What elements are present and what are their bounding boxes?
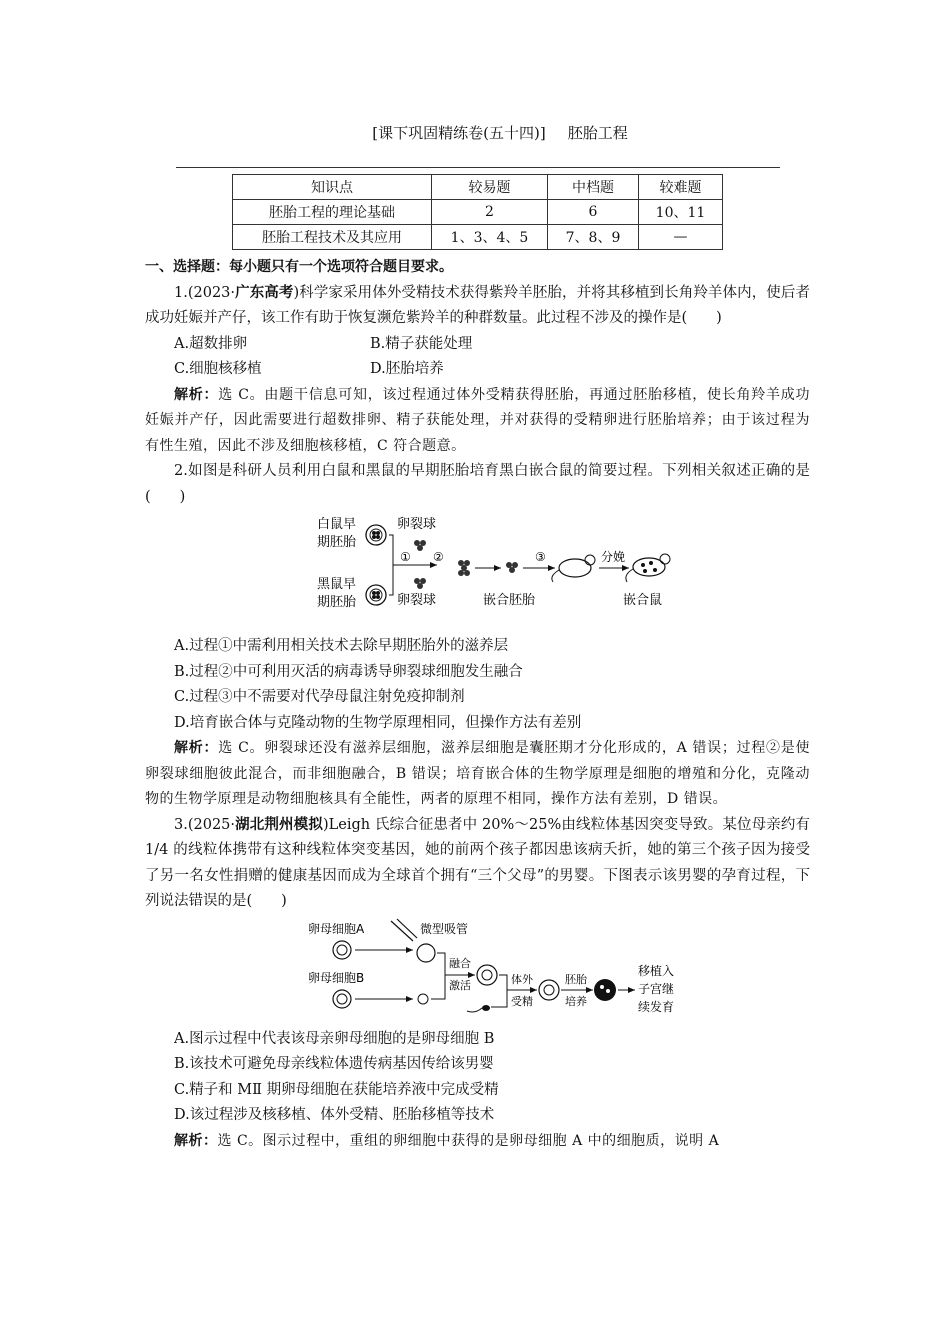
q3-figure bbox=[145, 915, 810, 1027]
sperm-icon bbox=[467, 1005, 490, 1012]
q3-stem-text: )Leigh 氏综合征患者中 20%～25%由线粒体基因突变导致。某位母亲约有 1/4 的线粒体携带有这种线粒体突变基因，她的前两个孩子都因患该病夭折，她的第三个孩子因为接受了另一名女性捐赠的健康基因而成为全球首个拥有“三个父母”的男婴。下图表示该男婴的孕育过程，下列说法错误的是( ) bbox=[145, 816, 810, 909]
step-2-label: ② bbox=[433, 550, 444, 564]
q1-option-d: D.胚胎培养 bbox=[370, 361, 444, 377]
micropipette-icon bbox=[391, 919, 417, 941]
series-label: [课下巩固精练卷(五十四)] bbox=[372, 124, 546, 142]
nucleus-icon bbox=[418, 994, 428, 1004]
q3-number: 3.(2025· bbox=[174, 816, 236, 833]
q1-number: 1.(2023· bbox=[174, 284, 236, 301]
oocyte-a-label: 卵母细胞A bbox=[308, 921, 365, 936]
activate-label: 激活 bbox=[449, 978, 471, 992]
white-embryo-label: 期胚胎 bbox=[317, 535, 357, 550]
transfer-label: 续发育 bbox=[638, 999, 675, 1014]
table-header-row bbox=[233, 175, 723, 200]
table-cell: 2 bbox=[432, 200, 548, 225]
fuse-label: 融合 bbox=[449, 956, 471, 970]
white-embryo-icon bbox=[366, 525, 386, 545]
delivery-label: 分娩 bbox=[601, 550, 626, 564]
q1-option-c: C.细胞核移植 bbox=[174, 361, 262, 377]
transfer-label: 移植入 bbox=[638, 963, 675, 978]
q1-option-a: A.超数排卵 bbox=[174, 335, 248, 352]
q1-stem bbox=[145, 281, 810, 332]
analysis-label: 解析： bbox=[174, 740, 219, 756]
table-cell: 胚胎工程技术及其应用 bbox=[233, 225, 432, 250]
q3-option-b: B.该技术可避免母亲线粒体遗传病基因传给该男婴 bbox=[174, 1056, 494, 1072]
q3-analysis bbox=[145, 1129, 810, 1155]
table-cell: 6 bbox=[548, 200, 639, 225]
q1-options-row-1 bbox=[145, 332, 810, 358]
q2-analysis-text: 选 C。卵裂球还没有滋养层细胞，滋养层细胞是囊胚期才分化形成的，A 错误；过程②是使卵裂球细胞彼此混合，而非细胞融合，B 错误；培育嵌合体的生物学原理是细胞的增殖和分化，克隆动物的生物学原理是动物细胞核具有全能性，两者的原理不相同，操作方法有差别，D 错误。 bbox=[145, 740, 810, 807]
title-rule bbox=[176, 167, 780, 168]
analysis-label: 解析： bbox=[174, 386, 219, 403]
q1-stem-text: )科学家采用体外受精技术获得紫羚羊胚胎，并将其移植到长角羚羊体内，使后者成功妊娠并产仔，该工作有助于恢复濒危紫羚羊的种群数量。此过程不涉及的操作是( ) bbox=[145, 284, 811, 326]
step-3-label: ③ bbox=[535, 550, 546, 564]
topic-label: 胚胎工程 bbox=[567, 124, 628, 142]
q2-option-c: C.过程③中不需要对代孕母鼠注射免疫抑制剂 bbox=[174, 689, 465, 705]
enucleated-oocyte-icon bbox=[417, 944, 435, 962]
pipette-label: 微型吸管 bbox=[420, 921, 469, 936]
table-cell: 10、11 bbox=[639, 200, 723, 225]
chimera-diagram bbox=[145, 510, 810, 634]
q2-figure bbox=[145, 510, 810, 634]
q1-option-b: B.精子获能处理 bbox=[370, 335, 473, 352]
ivf-label: 受精 bbox=[511, 994, 533, 1008]
cleavage-ball-icon bbox=[414, 578, 426, 589]
transfer-label: 子宫继 bbox=[638, 981, 675, 996]
surrogate-mouse-icon bbox=[552, 555, 595, 582]
oocyte-b-icon bbox=[333, 990, 351, 1008]
q2-analysis bbox=[145, 736, 810, 813]
q3-option-a: A.图示过程中代表该母亲卵母细胞的是卵母细胞 B bbox=[174, 1030, 495, 1047]
zygote-icon bbox=[539, 980, 559, 1000]
q2-stem: 2.如图是科研人员利用白鼠和黑鼠的早期胚胎培育黑白嵌合鼠的简要过程。下列相关叙述正确的是( ) bbox=[145, 463, 810, 505]
table-header-cell: 中档题 bbox=[548, 175, 639, 200]
page-title bbox=[190, 120, 810, 146]
black-embryo-label: 黑鼠早 bbox=[317, 577, 357, 592]
knowledge-table bbox=[232, 174, 723, 250]
cleavage-ball-icon bbox=[414, 540, 426, 551]
q1-analysis bbox=[145, 383, 810, 460]
q2-option-a: A.过程①中需利用相关技术去除早期胚胎外的滋养层 bbox=[174, 638, 509, 654]
step-1-label: ① bbox=[400, 550, 411, 564]
mixed-cells-icon bbox=[458, 560, 470, 576]
table-row bbox=[233, 225, 723, 250]
table-header-cell: 较难题 bbox=[639, 175, 723, 200]
chimeric-embryo-icon bbox=[506, 562, 518, 573]
q1-source: 广东高考 bbox=[235, 284, 294, 301]
q2-option-d: D.培育嵌合体与克隆动物的生物学原理相同，但操作方法有差别 bbox=[174, 714, 582, 731]
oocyte-b-label: 卵母细胞B bbox=[308, 970, 365, 985]
analysis-label: 解析： bbox=[174, 1132, 218, 1149]
q3-stem bbox=[145, 813, 810, 915]
white-embryo-label: 白鼠早 bbox=[317, 517, 357, 532]
table-cell: 胚胎工程的理论基础 bbox=[233, 200, 432, 225]
chimeric-embryo-label: 嵌合胚胎 bbox=[483, 593, 536, 608]
embryo-icon bbox=[594, 979, 616, 1001]
cleavage-bottom-label: 卵裂球 bbox=[397, 593, 437, 608]
chimeric-mouse-label: 嵌合鼠 bbox=[623, 593, 663, 608]
q3-analysis-text: 选 C。图示过程中，重组的卵细胞中获得的是卵母细胞 A 中的细胞质，说明 A bbox=[217, 1132, 720, 1149]
culture-label: 培养 bbox=[565, 994, 587, 1008]
black-embryo-icon bbox=[366, 585, 386, 605]
table-cell: 1、3、4、5 bbox=[432, 225, 548, 250]
chimeric-mouse-icon bbox=[626, 554, 670, 582]
q3-option-c: C.精子和 MⅡ 期卵母细胞在获能培养液中完成受精 bbox=[174, 1081, 499, 1098]
table-header-cell: 知识点 bbox=[233, 175, 432, 200]
page bbox=[145, 120, 811, 1149]
table-cell: — bbox=[639, 225, 723, 250]
culture-label: 胚胎 bbox=[565, 972, 587, 986]
table-row bbox=[233, 200, 723, 225]
black-embryo-label: 期胚胎 bbox=[317, 595, 357, 610]
question-body bbox=[145, 255, 810, 1154]
section-title: 一、选择题：每小题只有一个选项符合题目要求。 bbox=[145, 259, 453, 275]
q1-analysis-text: 选 C。由题干信息可知，该过程通过体外受精获得胚胎，再通过胚胎移植，使长角羚羊成功妊娠并产仔，因此需要进行超数排卵、精子获能处理，并对获得的受精卵进行胚胎培养；由于该过程为有性生殖，因此不涉及细胞核移植，C 符合题意。 bbox=[145, 386, 810, 454]
reconstructed-oocyte-icon bbox=[477, 965, 497, 985]
table-cell: 7、8、9 bbox=[548, 225, 639, 250]
q1-options-row-2 bbox=[145, 357, 810, 383]
table-header-cell: 较易题 bbox=[432, 175, 548, 200]
three-parent-diagram bbox=[145, 915, 810, 1027]
q3-source: 湖北荆州模拟 bbox=[235, 816, 323, 833]
oocyte-a-icon bbox=[333, 941, 351, 959]
q2-option-b: B.过程②中可利用灭活的病毒诱导卵裂球细胞发生融合 bbox=[174, 663, 523, 680]
ivf-label: 体外 bbox=[511, 972, 533, 986]
cleavage-top-label: 卵裂球 bbox=[397, 517, 437, 532]
q3-option-d: D.该过程涉及核移植、体外受精、胚胎移植等技术 bbox=[174, 1107, 495, 1123]
